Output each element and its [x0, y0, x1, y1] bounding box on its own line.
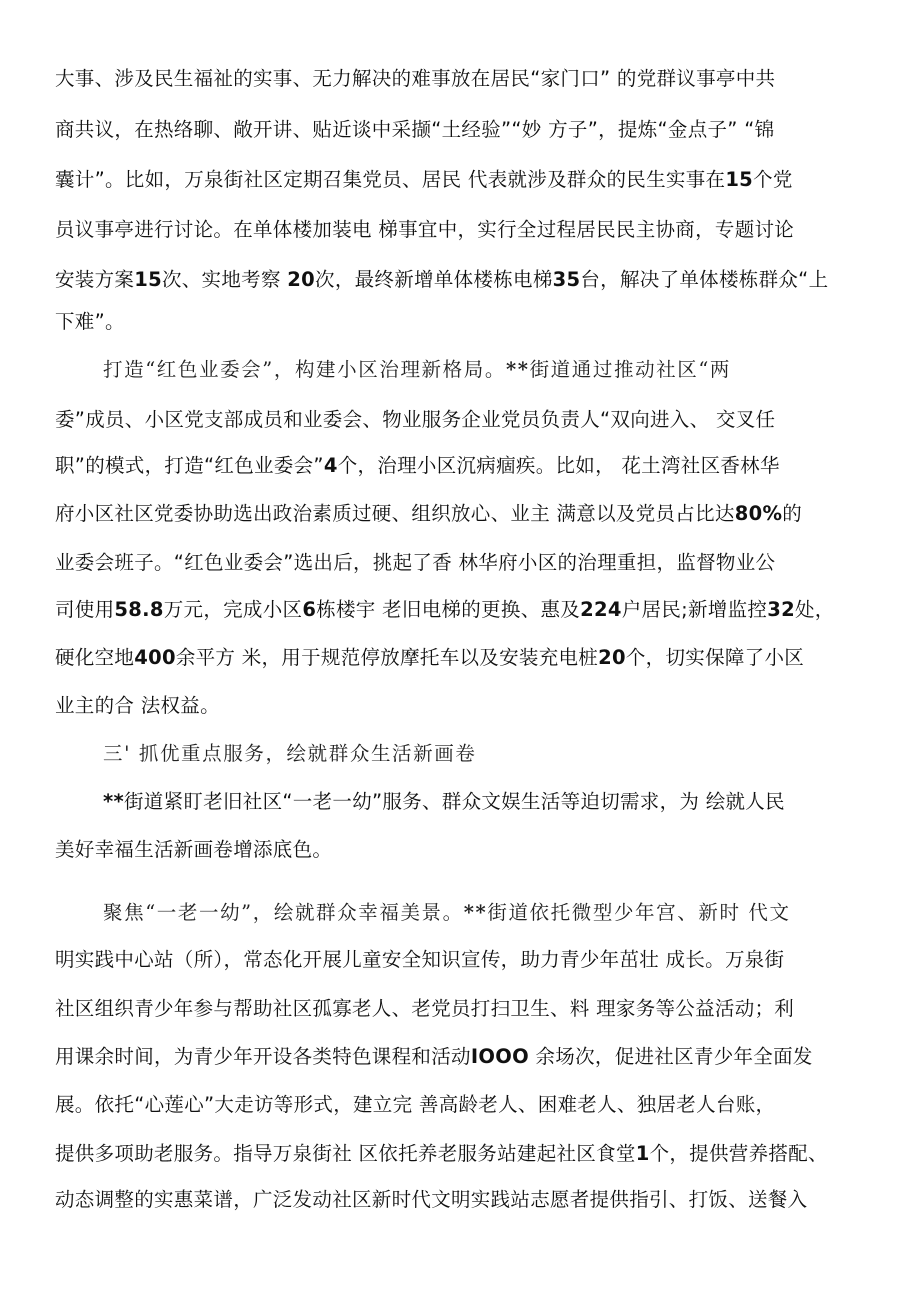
text-line: 大事、涉及民生福祉的实事、无力解决的难事放在居民“家门口” 的党群议事亭中共	[55, 67, 776, 90]
text-line: 司使用58.8万元，完成小区6栋楼宇 老旧电梯的更换、惠及224户居民;新增监控32处，	[55, 598, 835, 621]
text-line: 委”成员、小区党支部成员和业委会、物业服务企业党员负责人“双向进入、 交叉任	[55, 408, 776, 431]
text-line: 商共议，在热络聊、敞开讲、贴近谈中采撷“土经验”“妙 方子”，提炼“金点子” “锦	[55, 118, 775, 141]
section-heading: 三' 抓优重点服务，绘就群众生活新画卷	[103, 742, 477, 765]
text-line: 囊计”。比如，万泉街社区定期召集党员、居民 代表就涉及群众的民生实事在15个党	[55, 168, 793, 191]
text-line: 职”的模式，打造“红色业委会”4个，治理小区沉病痼疾。比如， 花土湾社区香林华	[55, 454, 780, 477]
text-line: **街道紧盯老旧社区“一老一幼”服务、群众文娱生活等迫切需求，为 绘就人民	[103, 790, 785, 813]
text-line: 业委会班子。“红色业委会”选出后，挑起了香 林华府小区的治理重担，监督物业公	[55, 551, 776, 574]
text-line: 展。依托“心莲心”大走访等形式，建立完 善高龄老人、困难老人、独居老人台账，	[55, 1093, 776, 1116]
text-line: 提供多项助老服务。指导万泉街社 区依托养老服务站建起社区食堂1个，提供营养搭配、	[55, 1142, 828, 1165]
text-line: 用课余时间，为青少年开设各类特色课程和活动IOOO 余场次，促进社区青少年全面发	[55, 1045, 813, 1068]
text-line: 员议事亭进行讨论。在单体楼加装电 梯事宜中，实行全过程居民民主协商，专题讨论	[55, 218, 795, 241]
text-line: 硬化空地400余平方 米，用于规范停放摩托车以及安装充电桩20个，切实保障了小区	[55, 646, 805, 669]
text-line: 动态调整的实惠菜谱，广泛发动社区新时代文明实践站志愿者提供指引、打饭、送餐入	[55, 1188, 808, 1211]
text-line: 下难”。	[55, 310, 125, 333]
text-line: 府小区社区党委协助选出政治素质过硬、组织放心、业主 满意以及党员占比达80%的	[55, 502, 803, 525]
text-line: 美好幸福生活新画卷增添底色。	[55, 838, 333, 861]
paragraph-lead-sentence: 打造“红色业委会”，构建小区治理新格局。**街道通过推动社区“两	[103, 358, 732, 381]
text-line: 明实践中心站（所），常态化开展儿童安全知识宣传，助力青少年茁壮 成长。万泉街	[55, 948, 785, 971]
text-line: 业主的合 法权益。	[55, 694, 220, 717]
paragraph-lead-sentence: 聚焦“一老一幼”，绘就群众幸福美景。**街道依托微型少年宫、新时 代文	[103, 901, 791, 924]
text-line: 安装方案15次、实地考察 20次，最终新增单体楼栋电梯35台，解决了单体楼栋群众“上	[55, 268, 829, 291]
text-line: 社区组织青少年参与帮助社区孤寡老人、老党员打扫卫生、料 理家务等公益活动；利	[55, 997, 795, 1020]
